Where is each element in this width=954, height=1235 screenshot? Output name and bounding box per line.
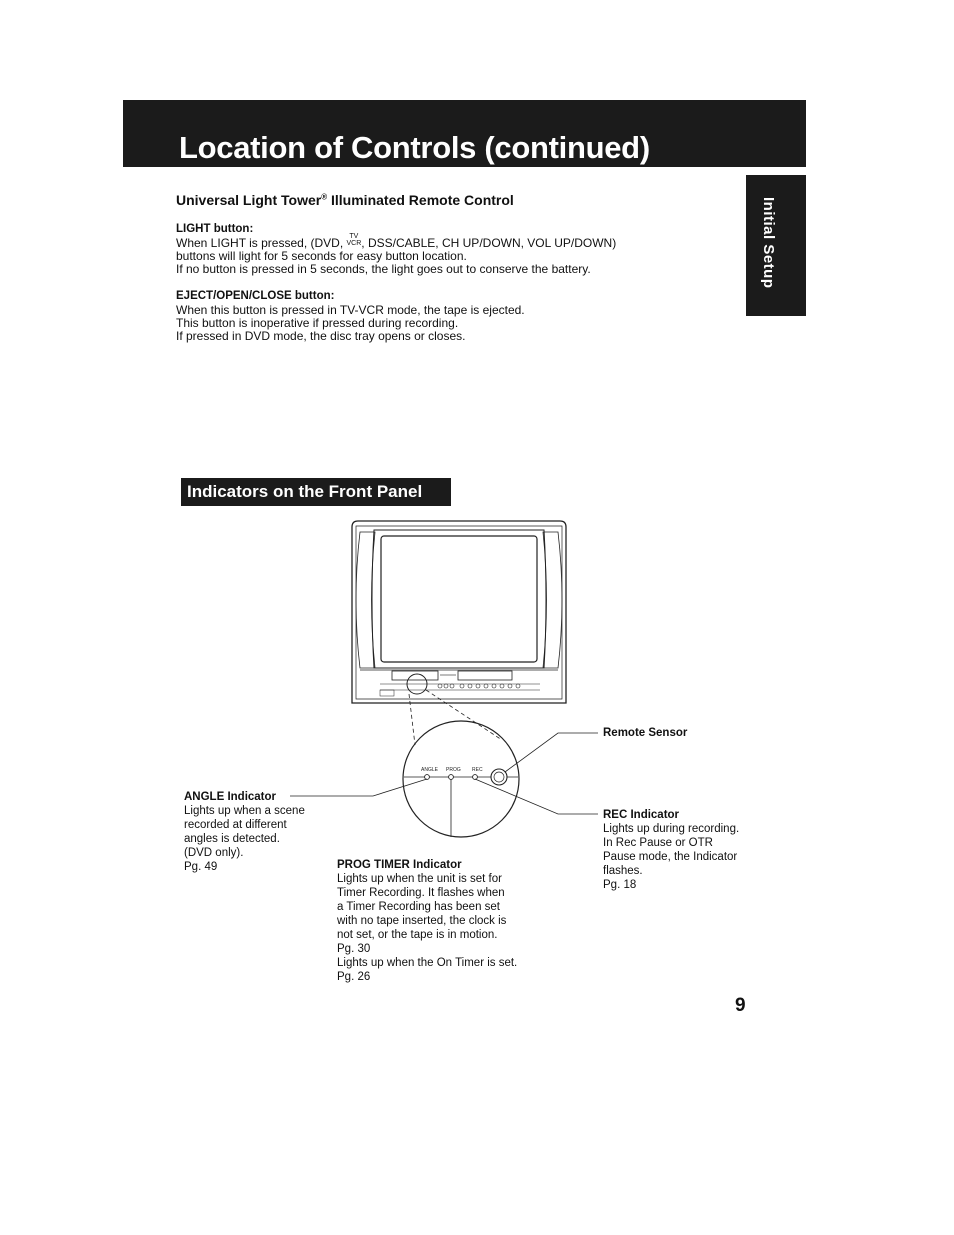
prog-timer-title: PROG TIMER Indicator <box>337 859 462 871</box>
tv-screen-bezel <box>372 530 546 668</box>
eject-line-1: When this button is pressed in TV-VCR mode, the tape is ejected. <box>176 303 525 317</box>
rec-line: In Rec Pause or OTR <box>603 837 713 849</box>
registered-mark: ® <box>321 192 328 202</box>
eject-line-2: This button is inoperative if pressed during recording. <box>176 316 459 330</box>
tv-cabinet <box>352 521 566 703</box>
remote-sensor-title: Remote Sensor <box>603 727 688 739</box>
tv-illustration <box>352 521 566 745</box>
angle-line: (DVD only). <box>184 847 244 859</box>
prog-timer-line: Lights up when the On Timer is set. <box>337 957 518 969</box>
prog-timer-line: with no tape inserted, the clock is <box>337 915 507 927</box>
remote-sensor-callout <box>603 726 687 740</box>
angle-leader <box>290 779 427 796</box>
dvd-slot <box>392 671 438 680</box>
light-line-1-after: , DSS/CABLE, CH UP/DOWN, VOL UP/DOWN) <box>361 236 617 251</box>
vcr-slot <box>458 671 512 680</box>
callout-leader-lines <box>290 733 598 837</box>
prog-timer-line: Pg. 30 <box>337 943 371 955</box>
page-number: 9 <box>735 995 746 1016</box>
tv-vcr-icon-bottom: VCR <box>346 240 362 247</box>
zoom-label-rec: REC <box>472 767 483 773</box>
brand-logo-mark <box>380 690 394 696</box>
light-line-1-before: When LIGHT is pressed, (DVD, <box>176 236 347 251</box>
prog-timer-line: a Timer Recording has been set <box>337 901 501 913</box>
tv-cabinet-inner <box>356 526 562 699</box>
angle-line: Lights up when a scene <box>184 805 305 817</box>
rec-line: Pg. 18 <box>603 879 637 891</box>
angle-callout <box>184 790 305 874</box>
sensor-leader <box>505 733 598 772</box>
light-button-title: LIGHT button: <box>176 223 254 235</box>
prog-timer-callout <box>337 858 517 984</box>
rec-line: Lights up during recording. <box>603 823 740 835</box>
rec-line: flashes. <box>603 865 643 877</box>
angle-indicator-led <box>425 775 430 780</box>
remote-sensor-window <box>491 769 507 785</box>
page-title: Location of Controls (continued) <box>179 130 650 165</box>
eject-line-3: If pressed in DVD mode, the disc tray opens or closes. <box>176 329 466 343</box>
rec-title: REC Indicator <box>603 809 680 821</box>
rec-line: Pause mode, the Indicator <box>603 851 738 863</box>
angle-title: ANGLE Indicator <box>184 791 277 803</box>
remote-heading-text: Universal Light Tower <box>176 192 322 208</box>
remote-heading-suffix: Illuminated Remote Control <box>327 192 514 208</box>
light-line-2: buttons will light for 5 seconds for easy button location. <box>176 249 467 263</box>
front-panel-buttons <box>438 684 520 688</box>
rec-leader <box>475 779 598 814</box>
eject-button-title: EJECT/OPEN/CLOSE button: <box>176 290 335 302</box>
zoom-label-prog: PROG <box>446 767 461 773</box>
tv-vcr-icon-top: TV <box>349 233 359 240</box>
prog-timer-line: not set, or the tape is in motion. <box>337 929 498 941</box>
side-tab-label: Initial Setup <box>760 197 777 289</box>
rec-callout <box>603 808 739 892</box>
rec-indicator-led <box>473 775 478 780</box>
light-line-3: If no button is pressed in 5 seconds, the light goes out to conserve the battery. <box>176 262 591 276</box>
angle-line: recorded at different <box>184 819 287 831</box>
prog-timer-line: Pg. 26 <box>337 971 371 983</box>
tv-screen <box>381 536 537 662</box>
angle-line: Pg. 49 <box>184 861 218 873</box>
zoom-label-angle: ANGLE <box>421 767 438 773</box>
prog-indicator-led <box>449 775 454 780</box>
angle-line: angles is detected. <box>184 833 280 845</box>
prog-timer-line: Timer Recording. It flashes when <box>337 887 505 899</box>
magnified-indicator-view <box>403 721 519 837</box>
front-panel-heading-label: Indicators on the Front Panel <box>187 482 423 501</box>
prog-timer-line: Lights up when the unit is set for <box>337 873 502 885</box>
